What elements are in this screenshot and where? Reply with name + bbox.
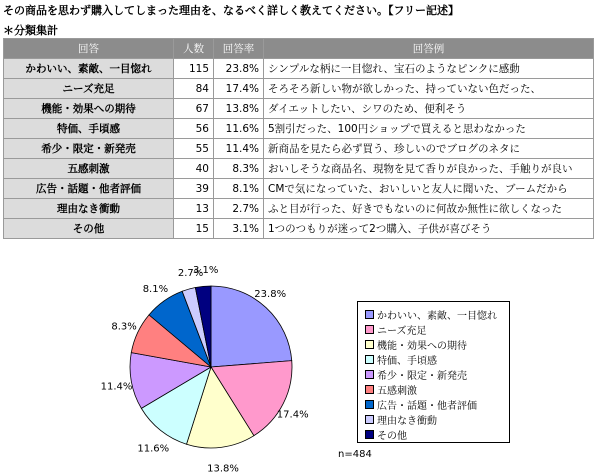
pie-data-label: 8.1% <box>142 284 169 296</box>
sample-size-label: n=484 <box>338 449 372 460</box>
pie-data-label: 13.8% <box>207 463 239 475</box>
legend-item <box>365 382 417 395</box>
legend-item <box>365 307 497 320</box>
row-category: 理由なき衝動 <box>4 199 174 219</box>
legend-swatch <box>365 400 374 409</box>
header-example: 回答例 <box>264 39 594 59</box>
chart-legend <box>357 301 510 443</box>
legend-swatch <box>365 415 374 424</box>
row-category: 広告・話題・他者評価 <box>4 179 174 199</box>
row-category: かわいい、素敵、一目惚れ <box>4 59 174 79</box>
row-rate: 2.7% <box>214 199 264 219</box>
row-count: 55 <box>174 139 214 159</box>
row-rate: 11.4% <box>214 139 264 159</box>
row-category: 五感刺激 <box>4 159 174 179</box>
row-example: 新商品を見たら必ず買う、珍しいのでブログのネタに <box>264 139 594 159</box>
pie-data-label: 3.1% <box>192 265 219 276</box>
row-rate: 8.1% <box>214 179 264 199</box>
pie-data-label: 17.4% <box>276 409 309 421</box>
row-category: ニーズ充足 <box>4 79 174 99</box>
row-example: おいしそうな商品名、現物を見て香りが良かった、手触りが良い <box>264 159 594 179</box>
legend-item <box>365 427 407 440</box>
legend-item <box>365 397 477 410</box>
pie-data-label: 11.4% <box>100 381 133 393</box>
pie-data-label: 2.7% <box>177 268 204 280</box>
legend-label: ニーズ充足 <box>377 326 427 337</box>
pie-data-label: 23.8% <box>254 289 287 300</box>
legend-swatch <box>365 310 374 319</box>
legend-swatch <box>365 430 374 439</box>
row-count: 84 <box>174 79 214 99</box>
pie-data-label: 8.3% <box>111 321 137 333</box>
row-count: 67 <box>174 99 214 119</box>
legend-label: かわいい、素敵、一目惚れ <box>377 311 497 322</box>
legend-swatch <box>365 385 374 394</box>
row-rate: 3.1% <box>214 219 264 239</box>
row-example: シンプルな柄に一目惚れ、宝石のようなピンクに感動 <box>264 59 594 79</box>
row-category: 機能・効果への期待 <box>4 99 174 119</box>
legend-label: 五感刺激 <box>377 386 417 397</box>
row-example: そろそろ新しい物が欲しかった、持っていない色だった、 <box>264 79 594 99</box>
legend-label: 希少・限定・新発売 <box>377 371 467 382</box>
legend-item <box>365 352 437 365</box>
legend-label: 広告・話題・他者評価 <box>377 401 477 412</box>
row-count: 13 <box>174 199 214 219</box>
section-subtitle: ＊分類集計 <box>3 24 58 37</box>
legend-item <box>365 412 437 425</box>
row-count: 15 <box>174 219 214 239</box>
legend-item <box>365 337 467 350</box>
row-count: 39 <box>174 179 214 199</box>
row-example: ふと目が行った、好きでもないのに何故か無性に欲しくなった <box>264 199 594 219</box>
row-rate: 11.6% <box>214 119 264 139</box>
header-answer: 回答 <box>4 39 174 59</box>
row-rate: 13.8% <box>214 99 264 119</box>
legend-swatch <box>365 370 374 379</box>
row-example: ダイエットしたい、シワのため、便利そう <box>264 99 594 119</box>
header-count: 人数 <box>174 39 214 59</box>
row-rate: 8.3% <box>214 159 264 179</box>
header-rate: 回答率 <box>214 39 264 59</box>
question-title: その商品を思わず購入してしまった理由を、なるべく詳しく教えてください。【フリー記述】 <box>3 4 460 17</box>
row-count: 56 <box>174 119 214 139</box>
row-category: 特価、手頃感 <box>4 119 174 139</box>
row-count: 40 <box>174 159 214 179</box>
row-category: その他 <box>4 219 174 239</box>
row-example: CMで気になっていた、おいしいと友人に聞いた、ブームだから <box>264 179 594 199</box>
legend-label: 特価、手頃感 <box>377 356 437 367</box>
legend-item <box>365 322 427 335</box>
legend-label: 理由なき衝動 <box>377 416 437 427</box>
legend-swatch <box>365 340 374 349</box>
legend-swatch <box>365 355 374 364</box>
row-rate: 17.4% <box>214 79 264 99</box>
row-count: 115 <box>174 59 214 79</box>
row-category: 希少・限定・新発売 <box>4 139 174 159</box>
legend-label: 機能・効果への期待 <box>377 341 467 352</box>
row-rate: 23.8% <box>214 59 264 79</box>
legend-label: その他 <box>377 431 407 442</box>
legend-swatch <box>365 325 374 334</box>
pie-data-label: 11.6% <box>137 443 170 455</box>
row-example: 1つのつもりが迷って2つ購入、子供が喜びそう <box>264 219 594 239</box>
legend-item <box>365 367 467 380</box>
row-example: 5割引だった、100円ショップで買えると思わなかった <box>264 119 594 139</box>
